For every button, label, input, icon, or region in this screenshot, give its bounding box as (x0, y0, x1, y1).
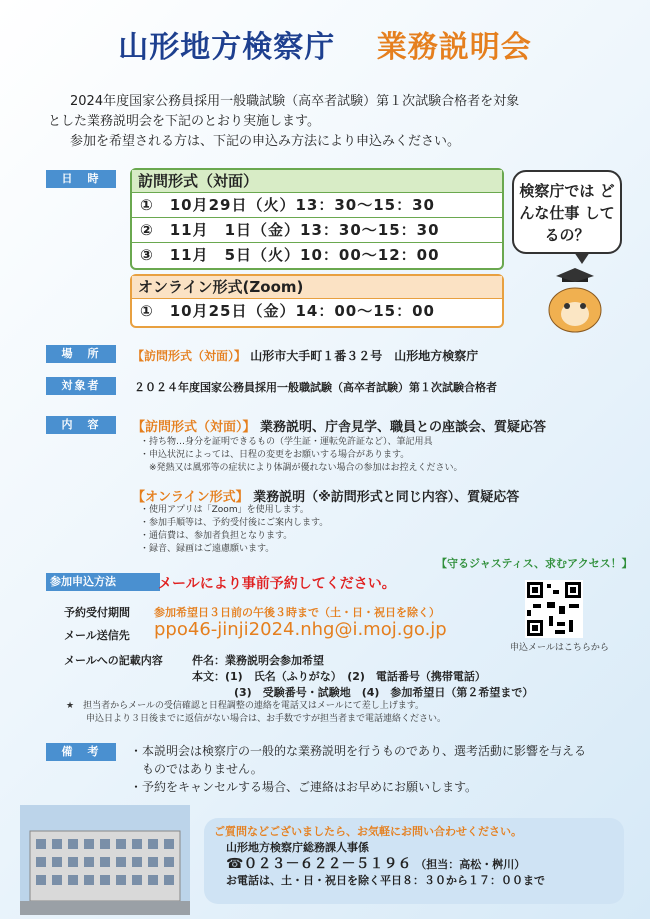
note-line: ・持ち物…身分を証明できるもの（学生証・運転免許証など）、筆記用具 (140, 437, 433, 447)
place-info (132, 347, 478, 364)
remarks-line: ・予約をキャンセルする場合、ご連絡はお早めにお願いします。 (130, 780, 478, 794)
items-label: メールへの記載内容 (64, 654, 163, 667)
note-line: ・通信費は、参加者負担となります。 (140, 531, 293, 541)
note-line: ・録音、録画はご遠慮願います。 (140, 544, 275, 554)
intro (48, 92, 520, 152)
mail-body-1: 本文：(1) 氏名（ふりがな） (2) 電話番号（携帯電話） (192, 670, 486, 683)
qr-code-icon[interactable] (525, 580, 583, 638)
mail-subject: 件名：業務説明会参加希望 (192, 654, 324, 667)
period-text: 参加希望日３日前の午後３時まで（土・日・祝日を除く） (154, 606, 440, 619)
contact-hours: お電話は、土・日・祝日を除く平日８：３０から１７：００まで (226, 874, 545, 887)
visit-row: ③ 11月 5日（火）10：00～12：00 (140, 246, 440, 264)
title-main: 山形地方検察庁 (118, 30, 336, 65)
note-line: ※発熱又は風邪等の症状により体調が優れない場合の参加はお控えください。 (140, 463, 463, 473)
contact-tel-row (214, 856, 614, 873)
remarks-label: 備 考 (46, 743, 116, 761)
remarks-line: ・本説明会は検察庁の一般的な業務説明を行うものであり、選考活動に影響を与える (130, 744, 587, 758)
visit-row: ① 10月29日（火）13：30～15：30 (132, 193, 502, 218)
speech-bubble: 検察庁では どんな仕事 してるの？ (512, 170, 622, 254)
content-visit (132, 416, 546, 435)
visit-row: ② 11月 1日（金）13：30～15：30 (132, 218, 502, 243)
page-title (0, 22, 650, 66)
visit-header: 訪問形式（対面） (132, 170, 502, 193)
mail-address-link[interactable]: ppo46-jinji2024.nhg@i.moj.go.jp (154, 619, 447, 640)
slogan: 【守るジャスティス、求むアクセス！】 (436, 557, 633, 570)
content-visit-text: 業務説明、庁舎見学、職員との座談会、質疑応答 (260, 420, 547, 435)
mail-body-2: (3) 受験番号・試験地 (4) 参加希望日（第２希望まで） (234, 686, 534, 699)
target-label: 対象者 (46, 377, 116, 395)
content-online-prefix: 【オンライン形式】 (132, 490, 249, 505)
building-image (20, 805, 190, 915)
mail-label: メール送信先 (64, 629, 130, 642)
content-label: 内 容 (46, 416, 116, 434)
place-label: 場 所 (46, 345, 116, 363)
intro-line: 2024年度国家公務員採用一般職試験（高卒者試験）第１次試験合格者を対象 (70, 94, 520, 109)
content-visit-prefix: 【訪問形式（対面）】 (132, 420, 256, 435)
contact-dept: 山形地方検察庁総務課人事係 (226, 841, 369, 854)
intro-line: 参加を希望される方は、下記の申込み方法により申込みください。 (70, 134, 461, 149)
apply-note-2: 申込日より３日後までに返信がない場合は、お手数ですが担当者まで電話連絡ください。 (86, 714, 447, 724)
apply-label: 参加申込方法 (46, 573, 160, 591)
title-sub: 業務説明会 (376, 30, 532, 65)
online-schedule-box (130, 274, 504, 328)
apply-headline: メールにより事前予約してください。 (158, 576, 396, 592)
note-line: ・申込状況によっては、日程の変更をお願いする場合があります。 (140, 450, 410, 460)
note-line: ・参加手順等は、予約受付後にご案内します。 (140, 518, 329, 528)
online-row: ① 10月25日（金）14：00～15：00 (140, 302, 435, 320)
qr-caption: 申込メールはこちらから (510, 643, 609, 653)
content-online (132, 486, 519, 505)
apply-note-1: ★ 担当者からメールの受信確認と日程調整の連絡を電話又はメールにて差し上げます。 (66, 701, 424, 711)
contact-staff: （担当：高松・桝川） (415, 858, 526, 871)
visit-schedule-box (130, 168, 504, 270)
place-text: 山形市大手町１番３２号 山形地方検察庁 (250, 349, 479, 363)
contact-tel[interactable]: ☎０２３－６２２－５１９６ (226, 856, 412, 872)
squirrel-mascot-icon (540, 262, 610, 336)
intro-line: とした業務説明会を下記のとおり実施します。 (48, 114, 320, 129)
remarks-line: ものではありません。 (142, 762, 263, 776)
content-online-text: 業務説明（※訪問形式と同じ内容）、質疑応答 (253, 490, 520, 505)
online-header: オンライン形式(Zoom) (132, 276, 502, 299)
remarks-text (130, 742, 586, 796)
visit-notes (140, 436, 463, 475)
contact-lead: ご質問などございましたら、お気軽にお問い合わせください。 (214, 825, 522, 838)
place-prefix: 【訪問形式（対面）】 (132, 349, 247, 363)
online-notes (140, 504, 328, 556)
schedule-label: 日 時 (46, 170, 116, 188)
note-line: ・使用アプリは「Zoom」を使用します。 (140, 505, 309, 515)
period-label: 予約受付期間 (64, 606, 130, 619)
target-text: ２０２４年度国家公務員採用一般職試験（高卒者試験）第１次試験合格者 (134, 381, 497, 394)
contact-box (204, 818, 624, 904)
